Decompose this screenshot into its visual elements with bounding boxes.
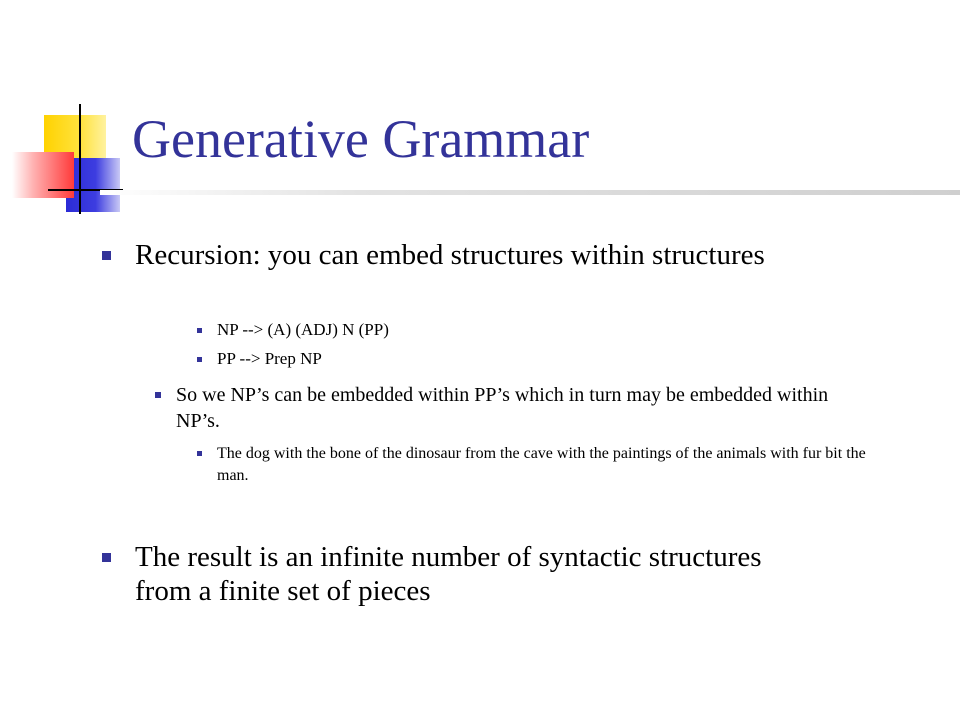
bullet-item	[217, 319, 857, 341]
square-bullet-icon	[102, 553, 111, 562]
bullet-text: The dog with the bone of the dinosaur from the cave with the paintings of the animals with fur bit the man.	[217, 445, 866, 484]
title-underline-rule	[100, 190, 960, 195]
bullet-item	[135, 238, 855, 272]
bullet-text: PP --> Prep NP	[217, 349, 322, 368]
square-bullet-icon	[102, 251, 111, 260]
bullet-text: So we NP’s can be embedded within PP’s which in turn may be embedded within NP’s.	[176, 384, 829, 432]
blue-square-decoration	[66, 158, 120, 212]
bullet-item	[135, 540, 815, 608]
red-square-decoration	[12, 152, 74, 198]
square-bullet-icon	[197, 328, 202, 333]
corner-logo-decoration	[0, 0, 140, 230]
vertical-line-decoration	[79, 104, 81, 214]
square-bullet-icon	[155, 392, 161, 398]
bullet-text: Recursion: you can embed structures within structures	[135, 239, 765, 271]
bullet-item	[176, 382, 876, 434]
slide-title: Generative Grammar	[132, 109, 590, 169]
square-bullet-icon	[197, 451, 202, 456]
bullet-text: The result is an infinite number of syntactic structures from a finite set of pieces	[135, 541, 762, 607]
bullet-item	[217, 348, 857, 370]
bullet-item	[217, 443, 887, 487]
bullet-text: NP --> (A) (ADJ) N (PP)	[217, 320, 389, 339]
square-bullet-icon	[197, 357, 202, 362]
